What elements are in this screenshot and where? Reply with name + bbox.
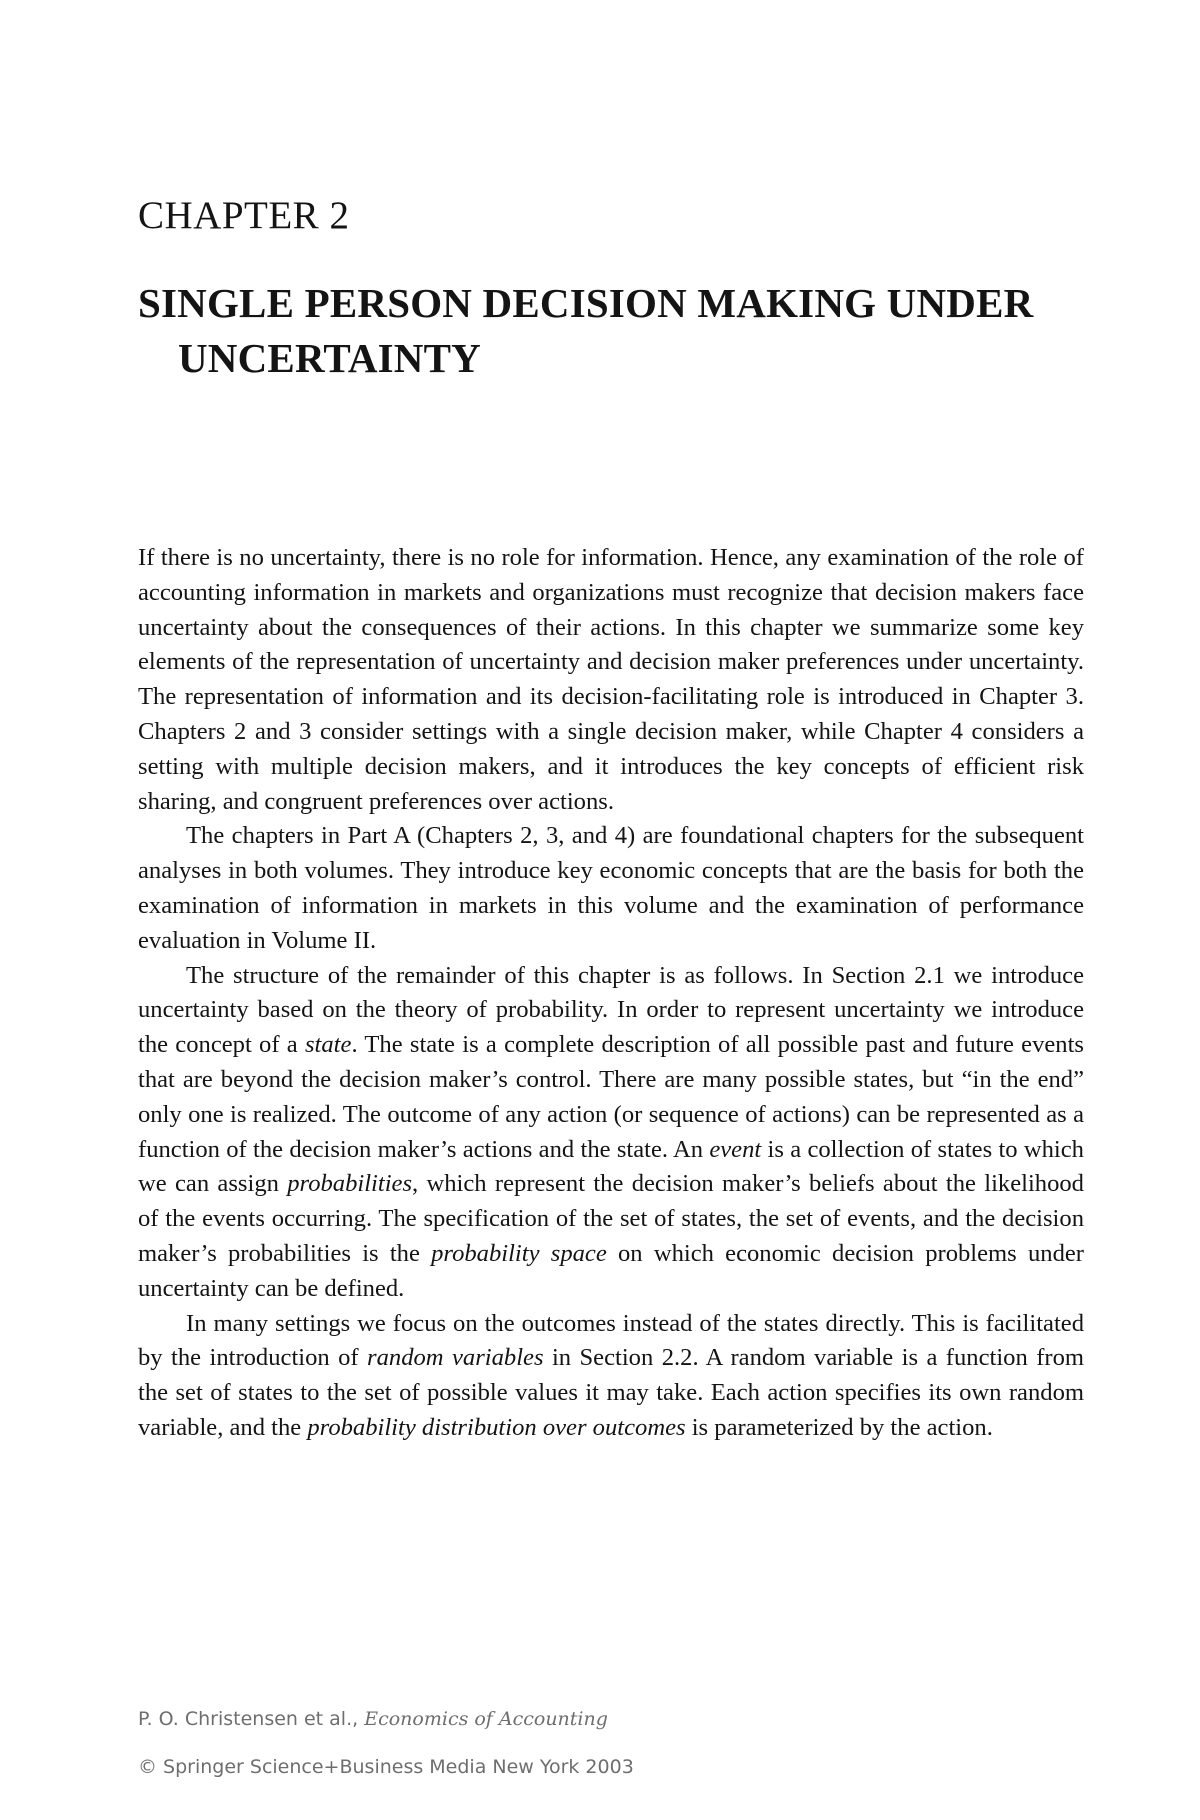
paragraph <box>138 541 1084 819</box>
text-run: If there is no uncertainty, there is no role for information. Hence, any examination of the role of accounting information in markets and organizations must recognize that decision makers face uncertainty about the consequences of their actions. In this chapter we summarize some key elements of the representation of uncertainty and decision maker preferences under uncertainty. The representation of information and its decision-facilitating role is introduced in Chapter 3. Chapters 2 and 3 consider settings with a single decision maker, while Chapter 4 considers a setting with multiple decision makers, and it introduces the key concepts of efficient risk sharing, and congruent preferences over actions. <box>138 544 1084 815</box>
text-run: , which represent the decision maker’s beliefs about the likelihood of the events occurring. The specification of the set of states, the set of events, and the decision maker’s probabilities is the <box>138 1170 1084 1267</box>
text-run: The chapters in Part A (Chapters 2, 3, and 4) are foundational chapters for the subsequent analyses in both volumes. They introduce key economic concepts that are the basis for both the examination of information in markets in this volume and the examination of performance evaluation in Volume II. <box>138 822 1084 954</box>
italic-term: probabilities <box>287 1170 413 1198</box>
text-run: is a collection of states to which we can assign <box>138 1135 1084 1198</box>
page-footer <box>138 1710 838 1777</box>
text-run: The structure of the remainder of this chapter is as follows. In Section 2.1 we introduce uncertainty based on the theory of probability. In order to represent uncertainty we introduce the concept of a <box>138 961 1084 1059</box>
paragraph <box>138 819 1084 958</box>
copyright-line: © Springer Science+Business Media New York 2003 <box>138 1756 634 1778</box>
chapter-title: SINGLE PERSON DECISION MAKING UNDER UNCERTAINTY <box>138 280 1034 381</box>
citation-book-title: Economics of Accounting <box>364 1708 608 1730</box>
italic-term: event <box>709 1135 762 1163</box>
italic-term: probability space <box>431 1239 607 1267</box>
italic-term: probability distribution over outcomes <box>307 1413 686 1441</box>
paragraph <box>138 1307 1084 1446</box>
citation-authors: P. O. Christensen et al., <box>138 1708 365 1730</box>
chapter-label: CHAPTER 2 <box>138 194 350 237</box>
text-run: In many settings we focus on the outcomes instead of the states directly. This is facilitated by the introduction of <box>138 1309 1084 1372</box>
paragraph <box>138 959 1084 1307</box>
italic-term: random variables <box>367 1344 544 1372</box>
italic-term: state <box>304 1031 352 1059</box>
text-run: . The state is a complete description of all possible past and future events that are beyond the decision maker’s control. There are many possible states, but “in the end” only one is realized. The outcome of any action (or sequence of actions) can be represented as a function of the decision maker’s actions and the state. An <box>138 1031 1084 1163</box>
chapter-body <box>138 541 1084 1446</box>
text-run: in Section 2.2. A random variable is a function from the set of states to the set of possible values it may take. Each action specifies its own random variable, and the <box>138 1344 1084 1441</box>
text-run: is parameterized by the action. <box>685 1413 993 1441</box>
citation-line <box>138 1710 838 1729</box>
text-run: on which economic decision problems under uncertainty can be defined. <box>138 1239 1084 1302</box>
